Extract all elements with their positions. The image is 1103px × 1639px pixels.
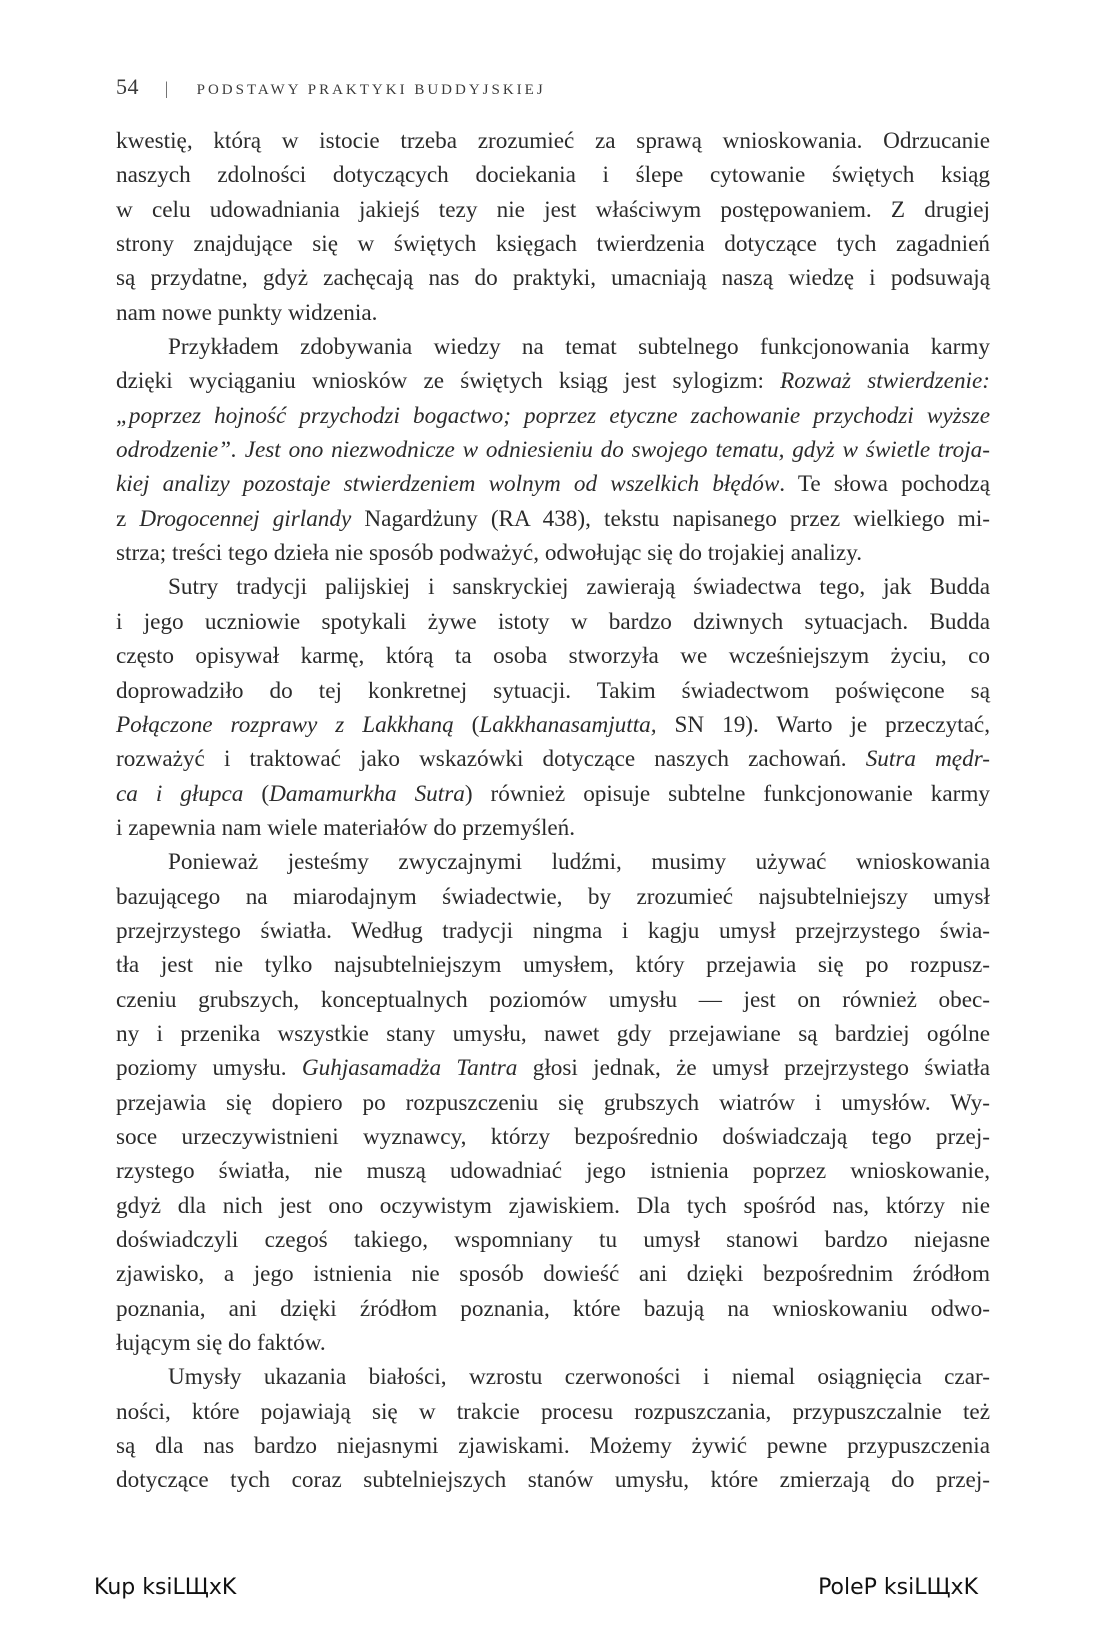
- italic-text: Damamurkha Sutra: [269, 780, 465, 807]
- text-segment: ny i przenika wszystkie stany umysłu, nawet gdy przejawiane są bardziej ogólne: [116, 1020, 990, 1047]
- text-segment: doświadczyli czegoś takiego, wspomniany tu umysł stanowi bardzo niejasne: [116, 1227, 990, 1253]
- text-segment: (: [453, 711, 480, 738]
- page-header: [116, 74, 546, 100]
- text-line: [116, 639, 990, 673]
- italic-text: „poprzez hojność przychodzi bogactwo; poprzez etyczne zachowanie przychodzi wyższe: [116, 402, 990, 429]
- text-line: [116, 570, 990, 604]
- text-line: [116, 1120, 990, 1154]
- text-line: [116, 261, 990, 295]
- text-line: [116, 777, 990, 811]
- text-line: [116, 1017, 990, 1051]
- text-line: [116, 1154, 990, 1188]
- text-line: [116, 536, 990, 570]
- text-line: [116, 433, 990, 467]
- text-segment: rozważyć i traktować jako wskazówki dotyczące naszych zachowań.: [116, 746, 866, 773]
- text-line: [116, 467, 990, 501]
- text-segment: Sutry tradycji palijskiej i sanskryckiej zawierają świadectwa tego, jak Budda: [168, 574, 990, 601]
- text-line: [116, 1292, 990, 1326]
- text-line: [116, 914, 990, 948]
- text-line: [116, 880, 990, 914]
- text-segment: przejrzystego światła. Według tradycji ningma i kagju umysł przejrzystego świa-: [116, 917, 990, 944]
- header-separator: |: [164, 78, 169, 98]
- text-segment: Umysły ukazania białości, wzrostu czerwoności i niemal osiągnięcia czar-: [168, 1364, 990, 1391]
- text-line: [116, 399, 990, 433]
- italic-text: Połączone rozprawy z Lakkhaną: [116, 711, 454, 738]
- text-segment: kwestię, którą w istocie trzeba zrozumieć za sprawą wnioskowania. Odrzucanie: [116, 128, 990, 154]
- text-segment: przejawia się dopiero po rozpuszczeniu się grubszych wiatrów i umysłów. Wy-: [116, 1089, 990, 1116]
- text-segment: strza; treści tego dzieła nie sposób podważyć, odwołując się do trojakiej analizy.: [116, 540, 863, 567]
- text-segment: rzystego światła, nie muszą udowadniać jego istnienia poprzez wnioskowanie,: [116, 1158, 990, 1185]
- italic-text: Sutra mędr-: [865, 746, 990, 773]
- text-line: [116, 1051, 990, 1085]
- text-line: [116, 1429, 990, 1463]
- text-line: [116, 158, 990, 192]
- text-line: [116, 1086, 990, 1120]
- text-line: [116, 193, 990, 227]
- text-line: [116, 1463, 990, 1497]
- text-line: [116, 708, 990, 742]
- text-segment: zjawisko, a jego istnienia nie sposób dowieść ani dzięki bezpośrednim źródłom: [116, 1261, 990, 1288]
- text-line: [116, 742, 990, 776]
- text-segment: i zapewnia nam wiele materiałów do przemyśleń.: [116, 814, 576, 841]
- text-segment: (: [243, 780, 270, 807]
- text-segment: soce urzeczywistnieni wyznawcy, którzy bezpośrednio doświadczają tego przej-: [116, 1123, 990, 1150]
- text-line: [116, 983, 990, 1017]
- text-segment: czeniu grubszych, konceptualnych poziomów umysłu — jest on również obec-: [116, 986, 990, 1013]
- italic-text: ca i głupca: [116, 780, 244, 807]
- text-segment: ) również opisuje subtelne funkcjonowanie karmy: [464, 780, 990, 807]
- text-line: [116, 674, 990, 708]
- italic-text: Guhjasamadża Tantra: [301, 1055, 518, 1082]
- text-line: [116, 1395, 990, 1429]
- text-segment: z: [116, 505, 140, 532]
- text-segment: i jego uczniowie spotykali żywe istoty w bardzo dziwnych sytuacjach. Budda: [116, 608, 990, 635]
- text-segment: często opisywał karmę, którą ta osoba stworzyła we wcześniejszym życiu, co: [116, 643, 990, 670]
- text-segment: gdyż dla nich jest ono oczywistym zjawiskiem. Dla tych spośród nas, którzy nie: [116, 1192, 990, 1219]
- text-segment: strony znajdujące się w świętych księgach twierdzenia dotyczące tych zagadnień: [116, 231, 990, 258]
- text-line: [116, 1257, 990, 1291]
- text-segment: SN 19). Warto je przeczytać,: [656, 711, 990, 738]
- text-line: [116, 1223, 990, 1257]
- italic-text: kiej analizy pozostaje stwierdzeniem wolnym od wszelkich błędów: [116, 471, 780, 498]
- text-line: [116, 364, 990, 398]
- text-line: [116, 1326, 990, 1360]
- italic-text: odrodzenie”. Jest ono niezwodnicze w odniesieniu do swojego tematu, gdyż w świetle troja-: [116, 437, 990, 464]
- recommend-book-link[interactable]: PoleP ksiLЩxK: [818, 1575, 978, 1600]
- text-segment: ności, które pojawiają się w trakcie procesu rozpuszczania, przypuszczalnie też: [116, 1398, 990, 1425]
- text-line: [116, 948, 990, 982]
- text-segment: dotyczące tych coraz subtelniejszych stanów umysłu, które zmierzają do przej-: [116, 1467, 990, 1494]
- text-line: [116, 330, 990, 364]
- text-segment: dzięki wyciąganiu wniosków ze świętych ksiąg jest sylogizm:: [116, 368, 781, 395]
- italic-text: Rozważ stwierdzenie:: [780, 368, 990, 395]
- text-segment: nam nowe punkty widzenia.: [116, 299, 378, 326]
- text-line: [116, 845, 990, 879]
- text-line: [116, 124, 990, 158]
- buy-book-link[interactable]: Kup ksiLЩxK: [94, 1575, 237, 1600]
- text-line: [116, 1189, 990, 1223]
- text-line: [116, 502, 990, 536]
- text-line: [116, 811, 990, 845]
- text-segment: w celu udowadniania jakiejś tezy nie jest właściwym postępowaniem. Z drugiej: [116, 196, 990, 223]
- text-segment: głosi jednak, że umysł przejrzystego światła: [517, 1055, 990, 1082]
- text-segment: doprowadziło do tej konkretnej sytuacji. Takim świadectwom poświęcone są: [116, 677, 990, 704]
- text-line: [116, 605, 990, 639]
- text-segment: tła jest nie tylko najsubtelniejszym umysłem, który przejawia się po rozpusz-: [116, 952, 990, 979]
- text-segment: poziomy umysłu.: [116, 1055, 302, 1082]
- italic-text: Lakkhanasamjutta,: [479, 711, 657, 738]
- text-segment: Nagardżuny (RA 438), tekstu napisanego przez wielkiego mi-: [351, 505, 990, 532]
- text-line: [116, 227, 990, 261]
- text-segment: są dla nas bardzo niejasnymi zjawiskami. Możemy żywić pewne przypuszczenia: [116, 1433, 990, 1460]
- text-segment: . Te słowa pochodzą: [779, 471, 990, 498]
- text-line: [116, 1360, 990, 1394]
- italic-text: Drogocennej girlandy: [139, 505, 352, 532]
- text-segment: łującym się do faktów.: [116, 1330, 326, 1357]
- text-segment: są przydatne, gdyż zachęcają nas do praktyki, umacniają naszą wiedzę i podsuwają: [116, 265, 990, 292]
- text-line: [116, 296, 990, 330]
- page-number: 54: [116, 74, 139, 99]
- text-segment: bazującego na miarodajnym świadectwie, by zrozumieć najsubtelniejszy umysł: [116, 883, 990, 910]
- text-segment: Przykładem zdobywania wiedzy na temat subtelnego funkcjonowania karmy: [168, 334, 990, 361]
- body-text: [116, 124, 990, 1498]
- text-segment: poznania, ani dzięki źródłom poznania, które bazują na wnioskowaniu odwo-: [116, 1295, 990, 1322]
- text-segment: Ponieważ jesteśmy zwyczajnymi ludźmi, musimy używać wnioskowania: [168, 849, 990, 876]
- text-segment: naszych zdolności dotyczących dociekania i ślepe cytowanie świętych ksiąg: [116, 162, 990, 189]
- running-title: PODSTAWY PRAKTYKI BUDDYJSKIEJ: [196, 82, 546, 98]
